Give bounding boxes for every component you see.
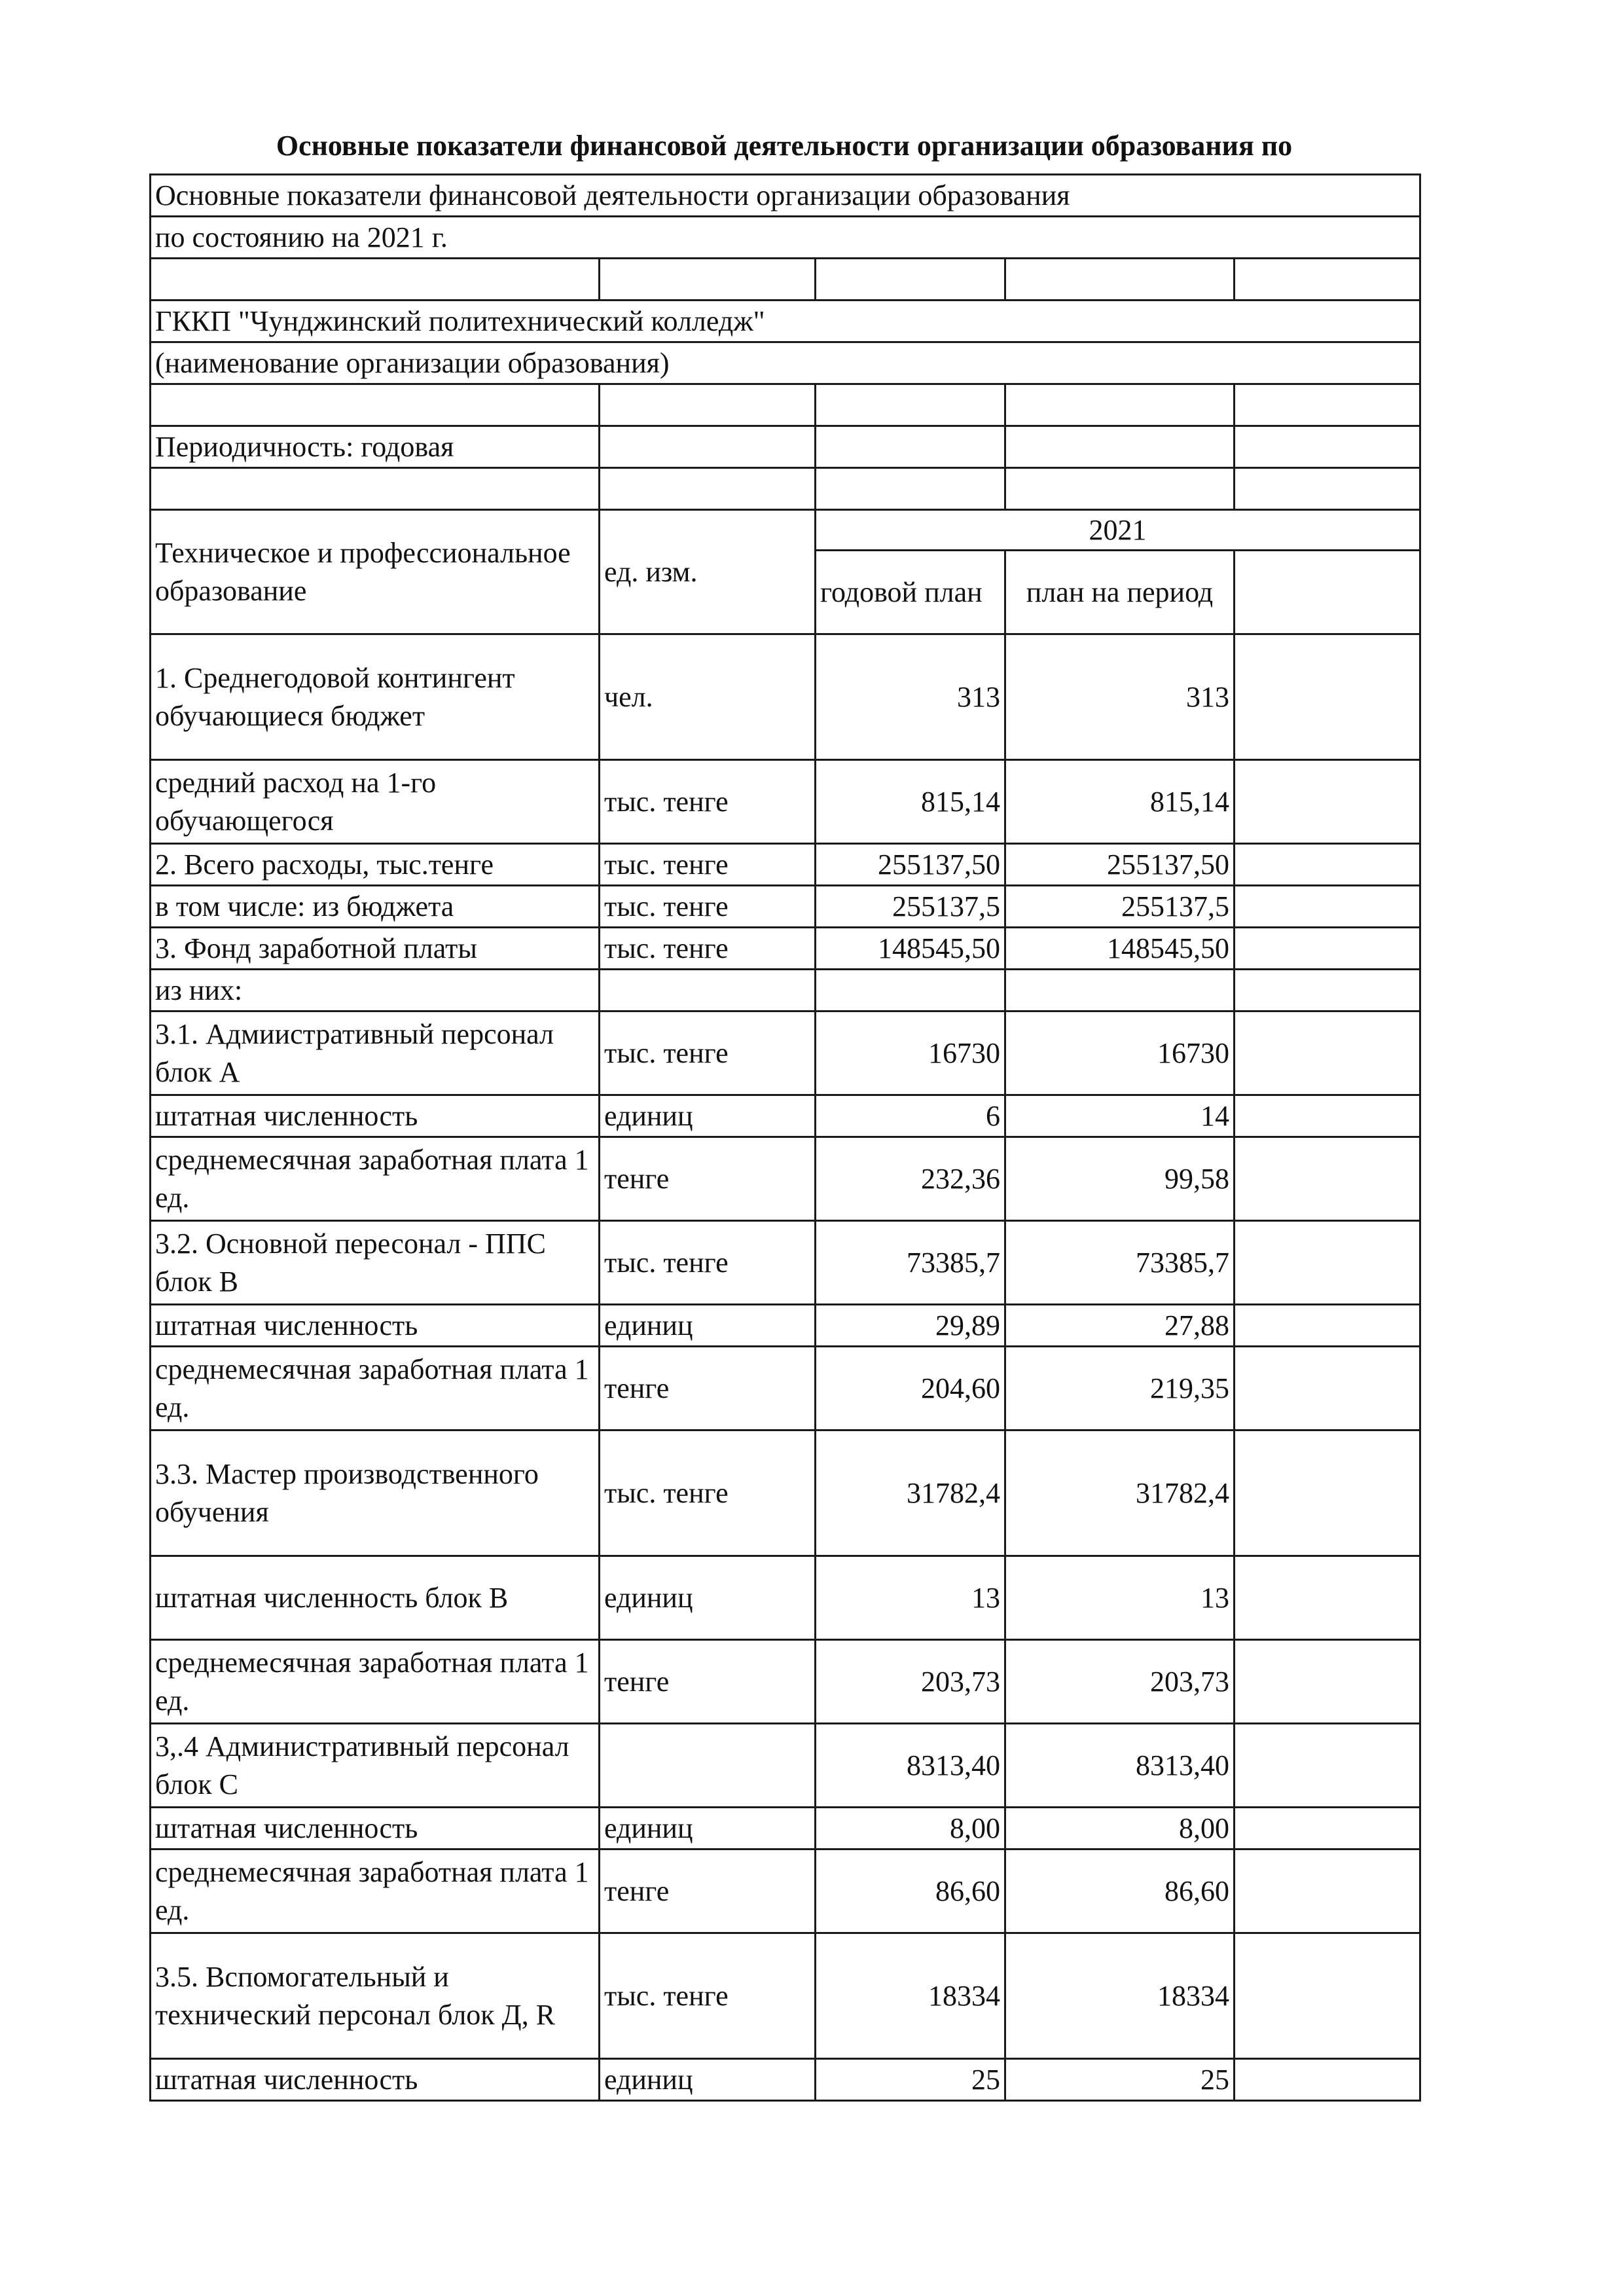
empty-cell — [1235, 1011, 1420, 1095]
empty-cell — [1235, 1933, 1420, 2059]
row-unit: единиц — [600, 1305, 816, 1347]
periodicity-row — [151, 426, 1420, 468]
row-name: 1. Среднегодовой контингент обучающиеся бюджет — [151, 634, 600, 760]
row-annual-plan: 73385,7 — [816, 1221, 1005, 1305]
row-period-plan: 13 — [1005, 1556, 1235, 1640]
empty-cell — [1235, 1137, 1420, 1221]
row-period-plan: 18334 — [1005, 1933, 1235, 2059]
row-unit: тыс. тенге — [600, 1933, 816, 2059]
row-annual-plan: 8,00 — [816, 1808, 1005, 1850]
row-period-plan: 16730 — [1005, 1011, 1235, 1095]
table-row — [151, 1347, 1420, 1430]
empty-cell — [816, 384, 1005, 426]
empty-cell — [1235, 1095, 1420, 1137]
row-period-plan: 219,35 — [1005, 1347, 1235, 1430]
row-annual-plan: 18334 — [816, 1933, 1005, 2059]
empty-cell — [1235, 384, 1420, 426]
row-unit: тыс. тенге — [600, 844, 816, 886]
row-period-plan: 25 — [1005, 2059, 1235, 2101]
row-name: штатная численность — [151, 1808, 600, 1850]
row-unit: тыс. тенге — [600, 1221, 816, 1305]
table-row — [151, 1724, 1420, 1808]
row-annual-plan: 8313,40 — [816, 1724, 1005, 1808]
row-period-plan: 14 — [1005, 1095, 1235, 1137]
row-period-plan: 255137,5 — [1005, 886, 1235, 928]
table-row — [151, 760, 1420, 844]
empty-cell — [1235, 2059, 1420, 2101]
empty-cell — [600, 468, 816, 510]
empty-cell — [816, 259, 1005, 301]
data-rows — [151, 634, 1420, 2101]
empty-cell — [151, 259, 600, 301]
row-unit: единиц — [600, 1808, 816, 1850]
org-hint-row — [151, 342, 1420, 384]
empty-cell — [1235, 970, 1420, 1011]
empty-cell — [1235, 1430, 1420, 1556]
empty-cell — [1235, 259, 1420, 301]
row-name: среднемесячная заработная плата 1 ед. — [151, 1640, 600, 1724]
empty-cell — [1235, 1347, 1420, 1430]
empty-row — [151, 468, 1420, 510]
row-period-plan: 203,73 — [1005, 1640, 1235, 1724]
row-period-plan: 31782,4 — [1005, 1430, 1235, 1556]
row-unit — [600, 1724, 816, 1808]
row-annual-plan: 13 — [816, 1556, 1005, 1640]
row-period-plan: 8313,40 — [1005, 1724, 1235, 1808]
empty-cell — [600, 259, 816, 301]
row-unit: тенге — [600, 1137, 816, 1221]
empty-cell — [816, 468, 1005, 510]
table-row — [151, 1137, 1420, 1221]
empty-cell — [1235, 886, 1420, 928]
empty-cell — [1235, 1221, 1420, 1305]
row-unit: тыс. тенге — [600, 760, 816, 844]
organization-name: ГККП "Чунджинский политехнический колледж" — [151, 301, 1420, 342]
org-name-row — [151, 301, 1420, 342]
table-row — [151, 1850, 1420, 1933]
row-period-plan: 99,58 — [1005, 1137, 1235, 1221]
row-annual-plan: 815,14 — [816, 760, 1005, 844]
empty-cell — [1235, 426, 1420, 468]
empty-cell — [1005, 426, 1235, 468]
row-period-plan: 27,88 — [1005, 1305, 1235, 1347]
empty-cell — [1235, 1640, 1420, 1724]
row-annual-plan: 204,60 — [816, 1347, 1005, 1430]
table-row — [151, 1095, 1420, 1137]
row-annual-plan: 25 — [816, 2059, 1005, 2101]
row-annual-plan: 31782,4 — [816, 1430, 1005, 1556]
empty-cell — [816, 426, 1005, 468]
organization-name-hint: (наименование организации образования) — [151, 342, 1420, 384]
row-period-plan: 255137,50 — [1005, 844, 1235, 886]
row-annual-plan: 16730 — [816, 1011, 1005, 1095]
row-period-plan: 148545,50 — [1005, 928, 1235, 970]
empty-row — [151, 259, 1420, 301]
row-unit: тыс. тенге — [600, 928, 816, 970]
title-row — [151, 175, 1420, 217]
row-annual-plan: 313 — [816, 634, 1005, 760]
row-annual-plan: 6 — [816, 1095, 1005, 1137]
table-row — [151, 1556, 1420, 1640]
row-annual-plan: 232,36 — [816, 1137, 1005, 1221]
row-annual-plan — [816, 970, 1005, 1011]
row-name: 3,.4 Административный персонал блок С — [151, 1724, 600, 1808]
row-unit: тыс. тенге — [600, 886, 816, 928]
row-name: 3.3. Мастер производственного обучения — [151, 1430, 600, 1556]
document-heading: Основные показатели финансовой деятельности организации образования по — [276, 130, 1293, 162]
table-row — [151, 1011, 1420, 1095]
empty-row — [151, 384, 1420, 426]
periodicity: Периодичность: годовая — [151, 426, 600, 468]
row-name: 3.5. Вспомогательный и технический персонал блок Д, R — [151, 1933, 600, 2059]
row-period-plan: 815,14 — [1005, 760, 1235, 844]
row-name: штатная численность блок В — [151, 1556, 600, 1640]
row-name: 3.1. Адмиистративный персонал блок А — [151, 1011, 600, 1095]
row-annual-plan: 203,73 — [816, 1640, 1005, 1724]
row-period-plan: 73385,7 — [1005, 1221, 1235, 1305]
row-name: среднемесячная заработная плата 1 ед. — [151, 1347, 600, 1430]
row-unit: тыс. тенге — [600, 1430, 816, 1556]
as-of-date: по состоянию на 2021 г. — [151, 217, 1420, 259]
empty-cell — [600, 426, 816, 468]
row-name: штатная численность — [151, 1095, 600, 1137]
row-annual-plan: 29,89 — [816, 1305, 1005, 1347]
empty-cell — [1235, 1556, 1420, 1640]
column-header-period-plan: план на период — [1005, 551, 1235, 634]
column-header-year: 2021 — [816, 510, 1420, 551]
empty-cell — [1235, 760, 1420, 844]
row-unit: тыс. тенге — [600, 1011, 816, 1095]
row-unit: тенге — [600, 1347, 816, 1430]
row-name: среднемесячная заработная плата 1 ед. — [151, 1137, 600, 1221]
row-unit: единиц — [600, 1095, 816, 1137]
row-annual-plan: 255137,5 — [816, 886, 1005, 928]
row-period-plan: 313 — [1005, 634, 1235, 760]
empty-cell — [1005, 468, 1235, 510]
empty-cell — [1235, 1305, 1420, 1347]
empty-cell — [1005, 384, 1235, 426]
table-row — [151, 970, 1420, 1011]
row-unit — [600, 970, 816, 1011]
empty-cell — [1005, 259, 1235, 301]
table-row — [151, 2059, 1420, 2101]
table-row — [151, 1933, 1420, 2059]
row-period-plan — [1005, 970, 1235, 1011]
column-header-row — [151, 510, 1420, 551]
row-name: штатная численность — [151, 1305, 600, 1347]
empty-cell — [151, 384, 600, 426]
column-header-category: Техническое и профессиональное образование — [151, 510, 600, 634]
empty-cell — [1235, 928, 1420, 970]
table-row — [151, 1305, 1420, 1347]
empty-cell — [1235, 468, 1420, 510]
empty-cell — [1235, 1808, 1420, 1850]
row-annual-plan: 86,60 — [816, 1850, 1005, 1933]
table-row — [151, 634, 1420, 760]
empty-cell — [151, 468, 600, 510]
row-unit: единиц — [600, 1556, 816, 1640]
table-row — [151, 1640, 1420, 1724]
financial-indicators-table — [149, 173, 1421, 2102]
column-header-annual-plan: годовой план — [816, 551, 1005, 634]
row-name: среднемесячная заработная плата 1 ед. — [151, 1850, 600, 1933]
row-annual-plan: 255137,50 — [816, 844, 1005, 886]
table-row — [151, 1430, 1420, 1556]
empty-cell — [600, 384, 816, 426]
row-name: 2. Всего расходы, тыс.тенге — [151, 844, 600, 886]
empty-cell — [1235, 844, 1420, 886]
empty-cell — [1235, 551, 1420, 634]
row-name: средний расход на 1-го обучающегося — [151, 760, 600, 844]
row-period-plan: 8,00 — [1005, 1808, 1235, 1850]
row-period-plan: 86,60 — [1005, 1850, 1235, 1933]
empty-cell — [1235, 1724, 1420, 1808]
row-name: 3. Фонд заработной платы — [151, 928, 600, 970]
empty-cell — [1235, 634, 1420, 760]
row-name: 3.2. Основной пересонал - ППС блок В — [151, 1221, 600, 1305]
as-of-row — [151, 217, 1420, 259]
table-row — [151, 886, 1420, 928]
row-unit: тенге — [600, 1850, 816, 1933]
row-unit: чел. — [600, 634, 816, 760]
empty-cell — [1235, 1850, 1420, 1933]
table-row — [151, 844, 1420, 886]
row-name: из них: — [151, 970, 600, 1011]
row-name: в том числе: из бюджета — [151, 886, 600, 928]
table-title: Основные показатели финансовой деятельности организации образования — [151, 175, 1420, 217]
table-row — [151, 1808, 1420, 1850]
row-unit: единиц — [600, 2059, 816, 2101]
row-unit: тенге — [600, 1640, 816, 1724]
table-row — [151, 928, 1420, 970]
column-header-unit: ед. изм. — [600, 510, 816, 634]
table-row — [151, 1221, 1420, 1305]
row-annual-plan: 148545,50 — [816, 928, 1005, 970]
row-name: штатная численность — [151, 2059, 600, 2101]
